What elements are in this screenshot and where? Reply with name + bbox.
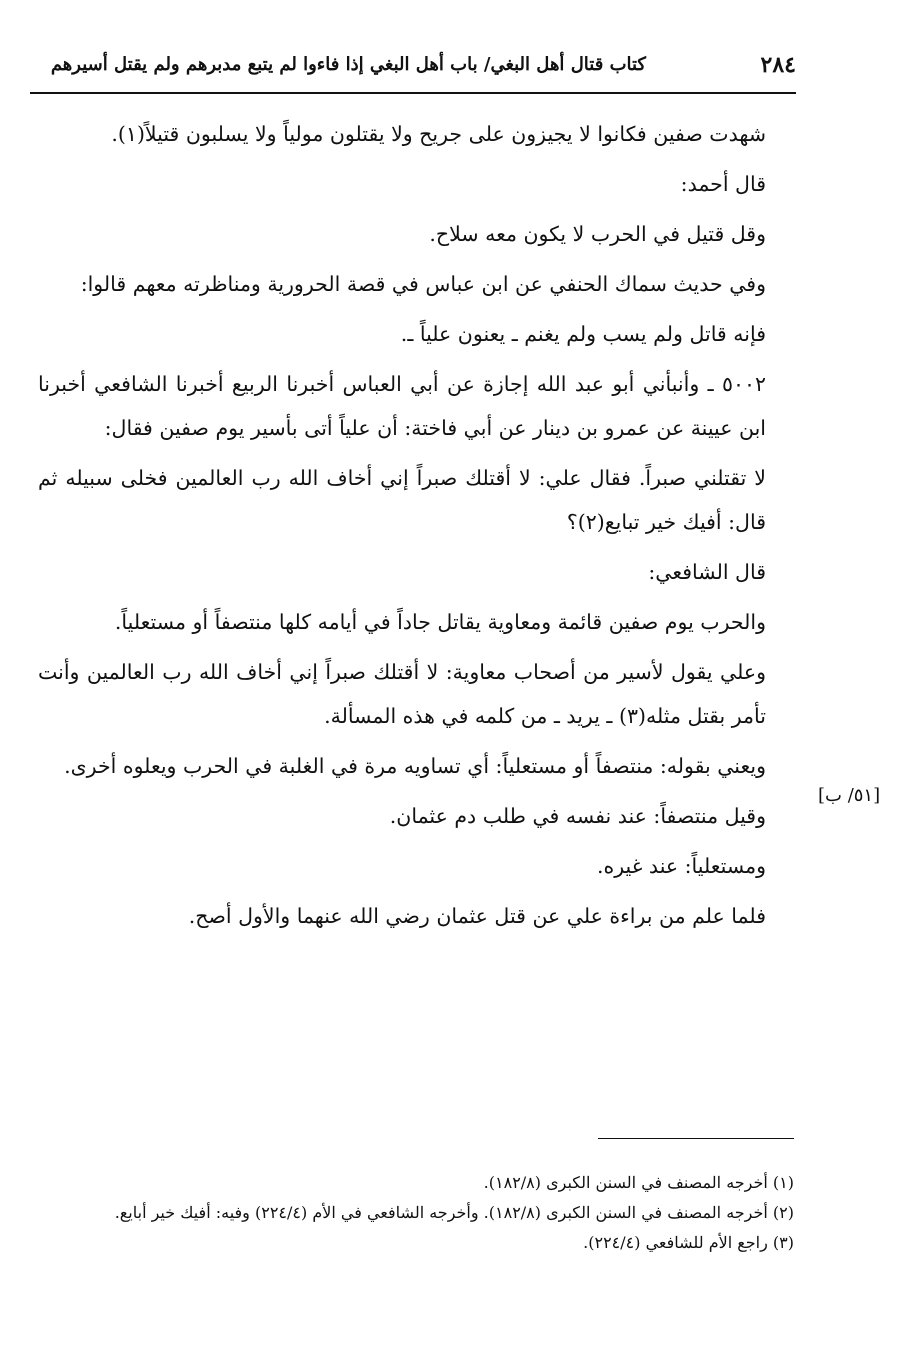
footnote-separator [598,1138,794,1139]
footnote: (٢) أخرجه المصنف في السنن الكبرى (١٨٢/٨). وأخرجه الشافعي في الأم (٢٢٤/٤) وفيه: أفيك خير أبايع. [114,1203,794,1222]
paragraph: وقيل منتصفاً: عند نفسه في طلب دم عثمان. [389,804,766,828]
paragraph: فلما علم من براءة علي عن قتل عثمان رضي الله عنهما والأول أصح. [188,904,766,928]
paragraph: وفي حديث سماك الحنفي عن ابن عباس في قصة الحرورية ومناظرته معهم قالوا: [80,272,766,296]
paragraph: والحرب يوم صفين قائمة ومعاوية يقاتل جاداً في أيامه كلها منتصفاً أو مستعلياً. [114,610,766,634]
page-header [30,48,796,94]
manuscript-folio-note: [٥١/ ب] [818,785,881,806]
paragraph: قال أحمد: [680,172,766,196]
footnotes [38,1170,794,1260]
paragraph: ومستعلياً: عند غيره. [596,854,766,878]
paragraph: ويعني بقوله: منتصفاً أو مستعلياً: أي تساويه مرة في الغلبة في الحرب ويعلوه أخرى. [64,754,766,778]
paragraph: شهدت صفين فكانوا لا يجيزون على جريح ولا يقتلون مولياً ولا يسلبون قتيلاً(١). [111,122,766,146]
main-text [38,112,794,944]
paragraph: وقل قتيل في الحرب لا يكون معه سلاح. [429,222,766,246]
paragraph: وعلي يقول لأسير من أصحاب معاوية: لا أقتلك صبراً إني أخاف الله رب العالمين وأنت تأمر بقتل مثله(٣) ـ يريد ـ من كلمه في هذه المسألة. [38,660,766,728]
footnote: (١) أخرجه المصنف في السنن الكبرى (١٨٢/٨). [483,1173,794,1192]
running-title: كتاب قتال أهل البغي/ باب أهل البغي إذا فاءوا لم يتبع مدبرهم ولم يقتل أسيرهم [50,54,646,75]
page-number: ٢٨٤ [760,52,796,78]
paragraph: قال الشافعي: [648,560,766,584]
hadith-entry: ٥٠٠٢ ـ وأنبأني أبو عبد الله إجازة عن أبي العباس أخبرنا الربيع أخبرنا الشافعي أخبرنا ابن عيينة عن عمرو بن دينار عن أبي فاختة: أن علياً أتى بأسير يوم صفين فقال: [38,372,766,440]
paragraph: لا تقتلني صبراً. فقال علي: لا أقتلك صبراً إني أخاف الله رب العالمين فخلى سبيله ثم قال: أفيك خير تبايع(٢)؟ [38,466,766,534]
paragraph: فإنه قاتل ولم يسب ولم يغنم ـ يعنون علياً ـ. [400,322,766,346]
footnote: (٣) راجع الأم للشافعي (٢٢٤/٤). [583,1233,794,1252]
